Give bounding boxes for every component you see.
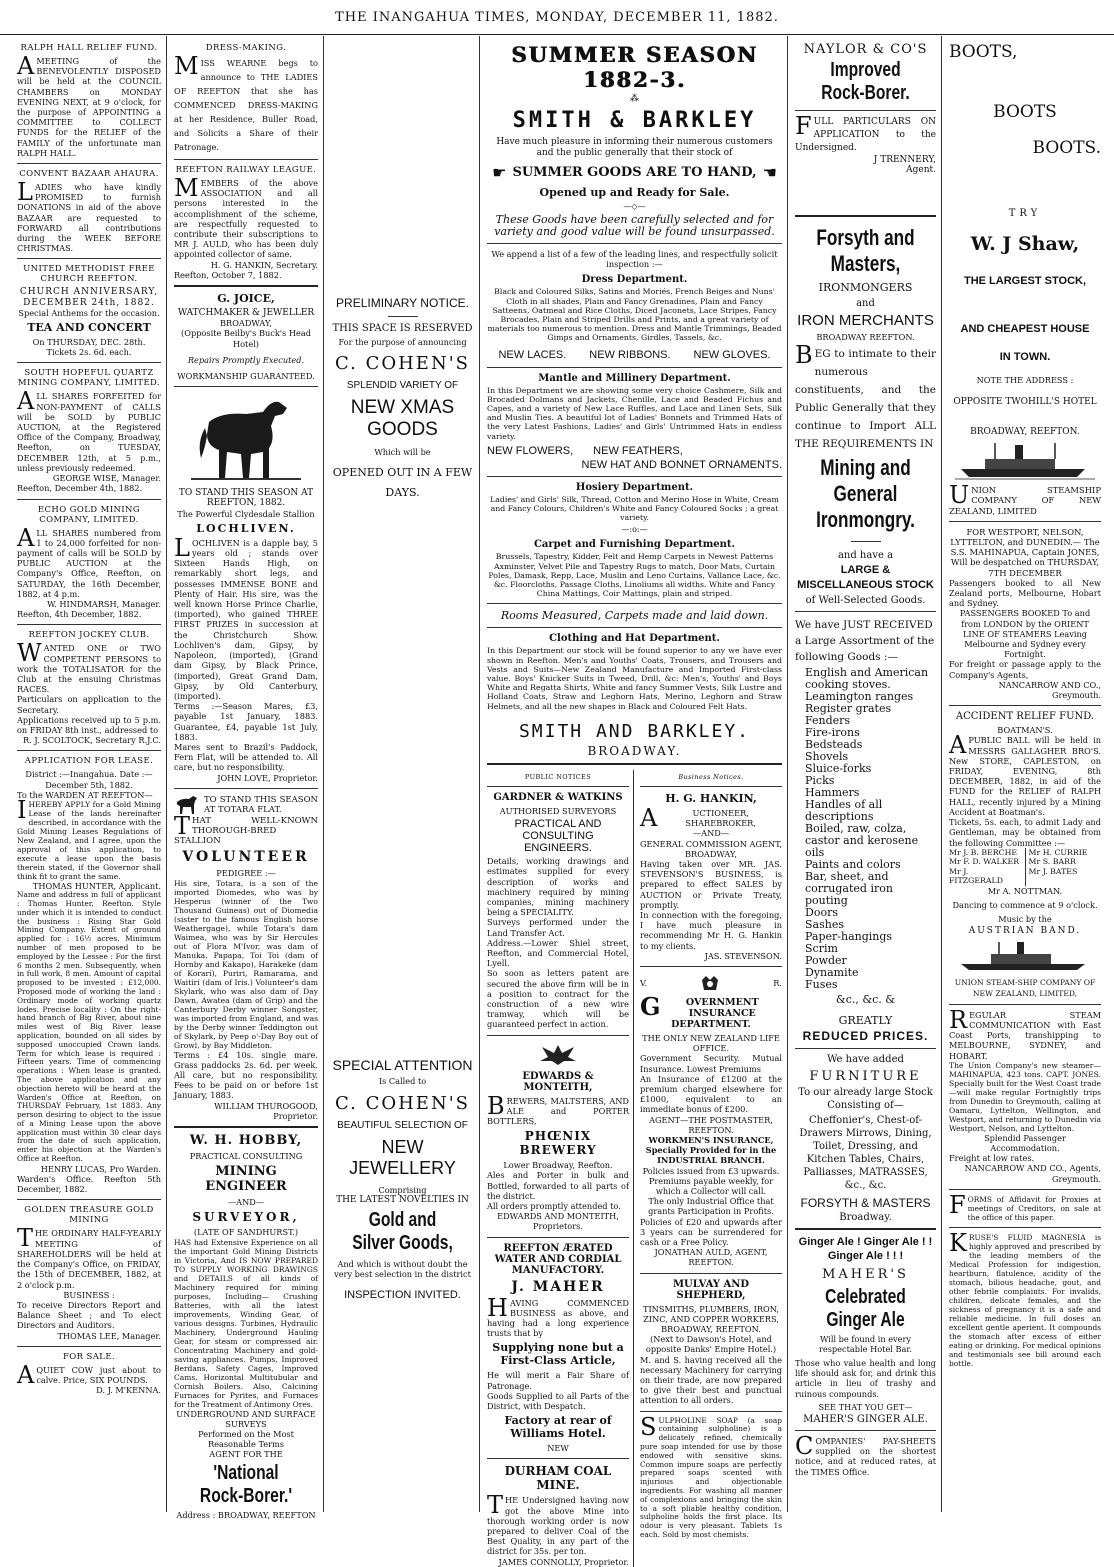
horse-icon (174, 794, 200, 816)
royal-crest-icon (698, 972, 722, 994)
goods-item: Scrim (805, 941, 838, 955)
union-2-heading: UNION STEAM-SHIP COMPANY OF NEW ZEALAND, LIMITED, (954, 978, 1096, 998)
goods-list (805, 667, 936, 991)
boots-2: BOOTS (993, 102, 1057, 122)
jockey-signature: R. J. SCOLTOCK, Secretary R.J.C. (22, 735, 161, 746)
inspection-invited: INSPECTION INVITED. (344, 1289, 461, 1302)
comprising: Comprising (378, 1184, 427, 1195)
boots-3: BOOTS. (1032, 138, 1101, 158)
masthead: THE INANGAHUA TIMES, MONDAY, DECEMBER 11, 1882. (0, 0, 1114, 35)
gardner-watkins-authorised: AUTHORISED SURVEYORS (499, 805, 617, 816)
which-will-be: Which will be (374, 447, 431, 458)
vr-v: V. (640, 977, 648, 988)
pointing-hand-icon: ☛ (492, 163, 507, 182)
column-1 (12, 36, 167, 1512)
goods-item: Register grates (805, 701, 892, 715)
forms-affidavit: FORMS of Affidavit for Proxies at meetings of Creditors, on sale at the office of this paper. (949, 1190, 1101, 1222)
new-feathers: NEW FEATHERS, (593, 444, 683, 457)
opened-out: OPENED OUT IN A FEW DAYS. (332, 466, 473, 500)
sale-signature: D. J. M'KENNA. (96, 1385, 161, 1396)
lochliven-body: LOCHLIVEN is a dapple bay, 5 years old ; stands over Sixteen Hands High, on remarkably short legs, and possesses IMMENSE BONE and Plenty of Hair. His sire, was the well known Horse Prince Charlie, (imported), who gained THREE FIRST PRIZES in succession at the Christchurch Show. Lochliven's dam, Gipsy, by Napoleon, (imported), (Grand dam Gipsy, by Black Prince, (imported), Great Grand Dam, Gipsy, by Old Canterbury, (imported). (174, 533, 318, 701)
lease-signature: HENRY LUCAS, Pro Warden. (40, 1163, 161, 1174)
volunteer-intro: THAT WELL-KNOWN THOROUGH-BRED STALLION (174, 811, 318, 847)
mulvay-broadway: BROADWAY, REEFTON. (661, 1324, 761, 1335)
joice-repairs: Repairs Promptly Executed. (187, 354, 305, 365)
splendid-variety: SPLENDID VARIETY OF (346, 380, 459, 392)
space-reserved: THIS SPACE IS RESERVED (332, 323, 473, 334)
opposite-twohills: OPPOSITE TWOHILL'S HOTEL (953, 397, 1097, 408)
lease-to: To the WARDEN AT REEFTON— (17, 789, 153, 800)
echo-notice: ALL SHARES numbered from 1 to 24,000 forfeited for non-payment of calls will be SOLD by PUBLIC AUCTION at the Company's Office, Reefton, on SATURDAY, the 16th December, 1882, at 4 p.m. (17, 523, 161, 599)
column-2 (169, 36, 324, 1520)
hopeful-signature: GEORGE WISE, Manager. (52, 473, 161, 484)
aerated-water-heading: REEFTON ÆRATED WATER AND CORDIAL MANUFACTORY. (494, 1242, 622, 1276)
maher-body: HAVING COMMENCED BUSINESS as above, and having had a long experience trusts that by (487, 1293, 629, 1339)
workmens-only: The only Industrial Office that grants Participation in Profits. (648, 1196, 774, 1217)
note-address: NOTE THE ADDRESS : (976, 375, 1074, 385)
church-anniversary: CHURCH ANNIVERSARY, DECEMBER 24th, 1882. (19, 287, 159, 308)
maher-supply: Supplying none but a First-Class Article, (492, 1341, 624, 1368)
furniture-stock: To our already large Stock Consisting of— (798, 1086, 933, 1111)
try-text: TRY (1008, 208, 1042, 219)
government-insurance-heading: GOVERNMENT INSURANCE DEPARTMENT. (640, 991, 759, 1030)
echo-signature: W. HINDMARSH, Manager. (47, 598, 161, 609)
boatmans: BOATMAN'S. (997, 725, 1053, 736)
tea-date: On THURSDAY, DEC. 28th. (32, 337, 146, 348)
gardner-watkins-practical: PRACTICAL AND CONSULTING ENGINEERS. (514, 818, 602, 855)
goods-item: Hammers (805, 785, 860, 799)
freight-rates: Freight at low rates. (949, 1153, 1035, 1164)
hobby-performed: Performed on the Most Reasonable Terms (198, 1428, 294, 1450)
smith-barkley-footer: SMITH AND BARKLEY. (518, 720, 751, 742)
mulvay-body: M. and S. having received all the necessary Machinery for carrying on their trade, are now prepared to give their best and punctual attention to all orders. (640, 1354, 782, 1406)
mahers-ginger-ale: MAHER'S GINGER ALE. (803, 1414, 928, 1426)
edwards-monteith-name: EDWARDS & MONTEITH, (522, 1070, 594, 1093)
rooms-measured: Rooms Measured, Carpets made and laid down. (500, 609, 769, 623)
summer-season-banner: SUMMER SEASON 1882-3. (511, 42, 758, 92)
lochliven-intro: The Powerful Clydesdale Stallion (177, 508, 315, 519)
gardner-watkins-surveys: Surveys performed under the Land Transfer Act. (487, 917, 629, 938)
ginger-found: Will be found in every respectable Hotel Bar. (818, 1333, 913, 1354)
summer-goods-line: SUMMER GOODS ARE TO HAND, (512, 165, 757, 180)
sale-notice: AQUIET COW just about to calve. Price, SIX POUNDS. (17, 1360, 161, 1389)
maher-factory: Factory at rear of Williams Hotel. (504, 1414, 612, 1441)
new-steamer: The Union Company's new steamer— MAHINAPUA, 423 tons. CAPT. JONES. Specially built for the West Coast trade—will make regular Fortnightly trips from Dunedin to Greymouth, calling at Oamaru, Lyttelton, Wellington, and Westport, and returning to Dunedin via Westport, Nelson, and Lyttelton. (949, 1060, 1101, 1133)
forsyth-masters-broadway: Broadway. (839, 1211, 892, 1223)
cohen-name-2: C. COHEN'S (335, 1092, 470, 1114)
broadway-footer: BROADWAY. (587, 743, 682, 758)
carpet-department: Carpet and Furnishing Department. (533, 539, 736, 551)
smith-barkley-heading: SMITH & BARKLEY (512, 108, 757, 133)
hankin-name: H. G. HANKIN, (665, 791, 757, 805)
goods-item: Powder (805, 953, 847, 967)
committee-nottman: Mr A. NOTTMAN. (987, 885, 1063, 896)
mulvay-name: MULVAY AND SHEPHERD, (672, 1278, 750, 1301)
hobby-late: (LATE OF SANDHURST.) (193, 1227, 299, 1238)
joice-name: G. JOICE, (217, 292, 275, 306)
bazaar-heading: CONVENT BAZAAR AHAURA. (19, 169, 159, 180)
lochliven-terms: Terms :—Season Mares, £3, payable 1st January, 1883. Guarantee, £4, payable 1st July, 1883. (174, 701, 318, 742)
committee-right: Mr H. CURRIE Mr S. BARR Mr J. BATES (1028, 847, 1088, 876)
without-doubt: And which is without doubt the very best selection in the district (334, 1259, 471, 1280)
cohen-name: C. COHEN'S (335, 353, 470, 375)
mulvay-trade: TINSMITHS, PLUMBERS, IRON, ZINC, AND COPPER WORKERS, (642, 1303, 780, 1324)
durham-signature: JAMES CONNOLLY, Proprietor. (498, 1556, 629, 1567)
public-notices-label: PUBLIC NOTICES (524, 772, 592, 781)
hosiery-department-body: Ladies' and Girls' Silk, Thread, Cotton and Merino Hose in White, Cream and Fancy Colours, Children's White and Fancy Coloured Socks ; a great variety. (490, 494, 779, 523)
vr-r: R. (773, 977, 782, 988)
maher-merit: He will merit a Fair Share of Patronage. (487, 1370, 629, 1391)
and-have-a: and have a (837, 549, 894, 561)
ralph-hall-notice: AMEETING of the BENEVOLENTLY DISPOSED will be held at the COUNCIL CHAMBERS on MONDAY EVENING NEXT, at 9 o'clock, for the purpose of APPOINTING a COMMITTEE to COLLECT FUNDS for the RELIEF of the FAMILY of the unfortunate man RALPH HALL. (17, 52, 161, 158)
called-to: Is Called to (378, 1076, 427, 1087)
union-passengers: Passengers booked to all New Zealand ports, Melbourne, Hobart and Sydney. (949, 577, 1101, 609)
ralph-hall-heading: RALPH HALL RELIEF FUND. (20, 43, 158, 53)
nancarrow-agents: NANCARROW AND CO., Agents, Greymouth. (964, 1163, 1101, 1184)
furniture: FURNITURE (809, 1068, 922, 1084)
w-j-shaw: W. J Shaw, (970, 233, 1080, 255)
lease-date: Warden's Office. Reefton 5th December, 1882. (17, 1174, 161, 1195)
gardner-watkins-name: GARDNER & WATKINS (493, 791, 623, 803)
column-4: SUMMER SEASON 1882-3. ⁂ SMITH & BARKLEY Have much pleasure in informing their numerous customers and the public generally that their stock of ☛ SUMMER GOODS ARE TO HAND, ☚ Opened up and Ready for Sale. —◇— These Goods have been carefully selected and for variety and good value will be found unsurpassed. We append a list of a few of the leading lines, and respectfully solicit inspection :— Dress Department. Black and Coloured Silks, Satins and Moriés, French Beiges and Nuns' Cloth in all shades, Plain and Fancy Grenadines, Plain and Fancy Satteens, Oatmeal and Rice Cloths, Diced Jaconets, Lace Stripes, Fancy Brocades, Plain and Striped Drills and Prints, and a great variety of materials too numerous to mention. Dress and Mantle Trimmings, Beaded Gimps and Ornaments, Girdles, Tassels, &c. NEW LACES. NEW RIBBONS. NEW GLOVES. Mantle and Millinery Department. In this Department we are showing some very choice Cashmere, Silk and Brocaded Dolmans and Jackets, Chenille, Lace and Beaded Fichus and Capes, and a variety of New Lace Ruffles, and Lace and Linen Sets, Silk and Muslin Ties. A beautiful lot of Ladies' Bonnets and Trimmed Hats of the very Latest Fashions, Ladies' and Girls' Untrimmed Hats in endless variety. NEW FLOWERS, NEW FEATHERS, NEW HAT AND BONNET ORNAMENTS. Hosiery Department. Ladies' and Girls' Silk, Thread, Cotton and Merino Hose in White, Cream and Fancy Colours, Children's White and Fancy Coloured Socks ; a great variety. —:o:— Carpet and Furnishing Department. Brussels, Tapestry, Kidder, Felt and Hemp Carpets in Newest Patterns Axminster, Velvet Pile and Tapestry Rugs to match, Door Mats, Curtain Poles, Damask, Repp, Lace, Muslin and Leno Curtains, Vallance Lace, &c. &c. Floorcloths, Passage Cloths, Linoliums all widths. White and Fancy China Mattings, Coir Mattings, plain and striped. Rooms Measured, Carpets made and laid down. Clothing and Hat Department. In this Department our stock will be found superior to any we have ever shown in Reefton. Men's and Youths' Coats, Trousers, and Trousers and Vests and Suits—New Zealand Manufacture and Imported First-class value. Boys' Knicker Suits in Tweed, Drill, &c: Men's, Youths' and Boys White and Regatta Shirts, White and fancy Summer Vests, Silk Lustre and Holland Coats, Straw and Leghorn Hats, Merino, Leghorn and Straw Helmets, and all the new shapes in Black and Coloured Felt Hats. SMITH AND BARKLEY. BROADWAY. PUBLIC NOTICES GARDNER & WATKINS AUTHORISED SURVEYORS PRACTICAL AND CONSULTING ENGINEERS. Details, working drawings and estimates supplied for every description of works and machinery required by mining companies, mining machinery being a SPECIALITY. Surveys performed under the Land Transfer Act. Address.—Lower Shiel street, Reefton, and Commercial Hotel, Lyell. So soon as letters patent are secured the above firm will be in a position to contract for the construction of a new wire tramway, which will be guaranteed perfect in action. EDWARDS & MONTEITH, BREWERS, MALTSTERS, AND ALE and PORTER BOTTLERS, PHŒNIX BREWERY Lower Broadway, Reefton. Ales and Porter in bulk and Bottled, forwarded to all parts of the district. All orders promptly attended to. EDWARDS AND MONTEITH, Proprietors. REEFTON ÆRATED WATER AND CORDIAL MANUFACTORY. J. MAHER HAVING COMMENCED BUSINESS as above, and having had a long experience trusts that by Supplying none but a First-Class Article, He will merit a Fair Share of Patronage. Goods Supplied to all Parts of the District, with Despatch. Factory at rear of Williams Hotel. NEW DURHAM COAL MINE. THE Undersigned having now got the above Mine into thorough working order is now prepared to deliver Coal of the Best Quality, in any part of the district for 35s. per ton. JAMES CONNOLLY, Proprietor. Business Notices. H. G. HANKIN, AUCTIONEER, SHAREBROKER, —AND— GENERAL COMMISSION AGENT, BROADWAY, Having taken over MR. JAS. STEVENSON'S BUSINESS, is prepared to effect SALES by AUCTION or Private Treaty, promptly. In connection with the foregoing, I have much pleasure in recommending Mr H. G. Hankin to my clients. JAS. STEVENSON. V. R. GOVERNMENT INSURANCE DEPARTMENT. THE ONLY NEW ZEALAND LIFE OFFICE. Government Security. Mutual Insurance. Lowest Premiums An Insurance of £1200 at the premium charged elsewhere for £1000, equivalent to an immediate bonus of £200. AGENT—THE POSTMASTER, REEFTON. WORKMEN'S INSURANCE, Specially Provided for in the INDUSTRIAL BRANCH. Policies issued from £3 upwards. Premiums payable weekly, for which a Collector will call. The only Industrial Office that grants Participation in Profits. Policies of £20 and upwards after 3 years can be surrendered for cash or a Free Policy. JONATHAN AULD, AGENT, REEFTON. MULVAY AND SHEPHERD, TINSMITHS, PLUMBERS, IRON, ZINC, AND COPPER WORKERS, BROADWAY, REEFTON. (Next to Dawson's Hotel, and opposite Danks' Empire Hotel.) M. and S. having received all the necessary Machinery for carrying on their trade, are now prepared to give their best and punctual attention to all orders. SULPHOLINE SOAP (a soap containing sulpholine) is a delicately refined, chemically pure soap intended for use by those endowed with sensitive skins. Common impure soaps are perfectly prepared soaps scented with injurious and objectionable ingredients. For washing all manner of complexions and bringing the skin to a soft pliable healthy condition, sulpholine holds the first place. Its odour is very pleasant. Tablets 1s each. Sold by most chemists. (482, 36, 788, 1512)
joice-opposite: (Opposite Beilby's Buck's Head Hotel) (181, 328, 311, 349)
railway-notice: MEMBERS of the above ASSOCIATION and all persons interested in the accomplishment of the scheme, are respectfully requested to contribute their subscriptions to MR J. AULD, who has been duly appointed collector of same. (174, 174, 318, 260)
hankin-connection: In connection with the foregoing, I have much pleasure in recommending Mr H. G. Hankin to my clients. (640, 909, 782, 951)
kruses-magnesia: KRUSE'S FLUID MAGNESIA is highly approved and prescribed by the leading members of the Medical Profession for indigestion, heartburn, flatulence, acidity of the stomach, bilious headache, gout, and other febrile complaints. For invalids, children, delicate females, and the sickness of pregnancy it is a safe and reliable medicine. In full doses an excellent gentle aperient. It compounds the stomach after excess of either eating or drinking. For medical opinions and testimonials see bill around each bottle. (949, 1228, 1101, 1368)
goods-item: English and American cooking stoves. (805, 665, 929, 691)
lochliven-name: LOCHLIVEN. (196, 521, 296, 535)
regular-steam: REGULAR STEAM COMMUNICATION with East Coast Ports, transhipping to MELBOURNE, SYDNEY, and HOBART. (949, 1005, 1101, 1061)
government-security: Government Security. Mutual Insurance. Lowest Premiums (640, 1053, 782, 1074)
naylor-heading: NAYLOR & CO'S (803, 42, 928, 57)
golden-business: BUSINESS : (63, 1289, 115, 1300)
music-by: Music by the (998, 914, 1052, 925)
golden-heading: GOLDEN TREASURE GOLD MINING (24, 1205, 154, 1226)
union-heading: UNION STEAMSHIP COMPANY OF NEW ZEALAND, LIMITED (949, 481, 1101, 516)
goods-item: Dynamite (805, 965, 859, 979)
hobby-address: Address : BROADWAY, REEFTON (176, 1509, 316, 1520)
splendid-accommodation: Splendid Passenger Accommodation. (984, 1132, 1066, 1153)
jockey-notice: WANTED ONE or TWO COMPETENT PERSONS to work the TOTALISATOR for the Club at the ensuing Christmas RACES. (17, 639, 161, 695)
golden-items: To receive Directors Report and Balance Sheet ; and To elect Directors and Auditors. (17, 1299, 161, 1331)
union-nancarrow: NANCARROW AND CO., Greymouth. (998, 679, 1101, 701)
workmens-policies: Policies of £20 and upwards after 3 years can be surrendered for cash or a Free Policy. (640, 1216, 782, 1247)
hopeful-date: Reefton, December 4th, 1882. (17, 483, 143, 494)
ginger-those: Those who value health and long life should ask for, and drink this article in lieu of trashy and ruinous compounds. (795, 1358, 936, 1399)
lochliven-paddock: Mares sent to Brazil's Paddock, Fern Flat, will be attended to. All care, but no responsibility. (174, 741, 318, 773)
large-stock: LARGE & MISCELLANEOUS STOCK (797, 563, 934, 591)
ginger-ale-heading: Ginger Ale ! Ginger Ale ! ! Ginger Ale ! ! ! (798, 1235, 933, 1262)
ironmongers: IRONMONGERS (818, 281, 913, 295)
greatly: GREATLY (838, 1013, 893, 1027)
lease-district: District :—Inangahua. Date :—December 5th, 1882. (25, 769, 153, 790)
hankin-signature: JAS. STEVENSON. (704, 950, 782, 961)
government-body: An Insurance of £1200 at the premium charged elsewhere for £1000, equivalent to an immediate bonus of £200. (640, 1073, 782, 1115)
forsyth-masters-name: Forsyth and Masters, (816, 225, 915, 277)
volunteer-body: His sire, Totara, is a son of the imported Diomedes, who was by Hesperus (winner of the Two Thousand Guineas) out of Diomedia (sister to the famous English horse Weathergage), while Totara's dam Waimea, who was by Sir Hercules out of Flora M'Ivor, was dam of Manuka, Papapa, Toi Toi (dam of Hornby and Kakapo), Harakeke (dam of Korari), Puriri, Ramarama, and Waitiri (dam of Iris.) Volunteer's dam Skylark, who was also dam of Day Dawn, Awatea (dam of Grip) and the Canterbury Derby winner Songster, was imported from England, and was by the Derby winner Teddington out of Skylark, by Peep o'-Day Boy out of Growl, by Bay Middleton. (174, 878, 318, 1050)
new-jewellery: NEW JEWELLERY (349, 1136, 456, 1178)
echo-heading: ECHO GOLD MINING COMPANY, LIMITED. (37, 504, 141, 525)
hobby-body: HAS had Extensive Experience on all the important Gold Mining Districts in Victoria, And IS NOW PREPARED TO SUPPLY WORKING DRAWINGS and DETAILS of all kinds of Machinery required for mining purposes, Including— Crushing Batteries, with all the latest improvements, Winding Gear, of various designs. Turbines, Hydraulic Machinery, Underground Hauling Gear, for steam or compressed air. Concentrating Machinery and gold-saving appliances. Pumps, Improved Berdans, Safety Cages, Improved Cams, Horizontal Multitubular and Cornish Boilers. Also, Calcining Furnaces for Pyrites, and Furnaces for the Treatment of Antimony Ores. (174, 1237, 318, 1409)
volunteer-pedigree-label: PEDIGREE :— (216, 868, 276, 879)
hankin-and: —AND— (692, 828, 730, 839)
jockey-heading: REEFTON JOCKEY CLUB. (28, 630, 150, 641)
lease-body: IHEREBY APPLY for a Gold Mining Lease of the lands hereinafter described, in accordance with the Gold Mining Leases Regulations of New Zealand, and I agree, upon the approval of this application, to execute a lease upon the basis therein stated, if the Governor shall think fit to grant the same. (17, 795, 161, 881)
tea-concert: TEA AND CONCERT (27, 321, 151, 335)
committee-left: Mr J. B. BERCHE Mr F. D. WALKER Mr J. FITZGERALD (949, 848, 1026, 886)
clothing-department-body: In this Department our stock will be found superior to any we have ever shown in Reefton. Men's and Youths' Coats, Trousers, and Trousers and Vests and Suits—New Zealand Manufacture and Imported First-class value. Boys' Knicker Suits in Tweed, Drill, &c: Men's, Youths' and Boys White and Regatta Shirts, White and fancy Summer Vests, Silk Lustre and Holland Coats, Straw and Leghorn Hats, Merino, Leghorn and Straw Helmets, and all the new shapes in Black and Coloured Felt Hats. (487, 646, 782, 711)
lease-applicant: THOMAS HUNTER, Applicant. (32, 880, 161, 891)
and-text: and (856, 298, 875, 310)
gardner-watkins-body: Details, working drawings and estimates supplied for every description of works and machinery required by mining companies, mining machinery being a SPECIALITY. (487, 856, 629, 918)
jockey-particulars: Particulars on application to the Secretary. (17, 694, 161, 715)
naylor-agent: Agent. (906, 165, 936, 176)
hobby-name: W. H. HOBBY, (189, 1132, 303, 1148)
announce-purpose: For the purpose of announcing (338, 337, 467, 347)
lease-details: Name and address in full of applicant : Thomas Hunter, Reefton. Style under which it is intended to conduct the business : Rising Star Gold Mining Company. Extent of ground applied for : 16½ acres. Minimum number of men proposed to be employed by the Lessee : For the first 6 months 2 men. Subsequently, when in full work, 8 men. Amount of capital proposed to be invested : £12,000. Proposed mode of working the land : Ordinary mode of working quartz lodes. Precise locality : On the right-hand branch of Big River, about nine miles west of Big River lease application, bounded on all sides by supposed unoccupied Crown lands. Term for which lease is required : Fifteen years. Time of commencing operations : When lease is granted. The above application and any objection hereto will be heard at the Warden's Office at Reefton, on THURSDAY February, 1st 1883. Any person desiring to object to the issue of a Mining Lease upon the above application must within 30 clear days from the date of such application, enter his objection at the Warden's Office at Reefton. (17, 890, 161, 1164)
ball-notice: APUBLIC BALL will be held in MESSRS GALLAGHER BRO'S. New STORE, CAPLESTON, on FRIDAY, EVENING, 8th DECEMBER, 1882, in aid of the FUND for the RELIEF of RALPH HALL, recently injured by a Mining Accident at Boatman's. (949, 731, 1101, 817)
hankin-broadway: BROADWAY, (685, 848, 737, 859)
hosiery-department: Hosiery Department. (575, 481, 694, 493)
well-selected: of Well-Selected Goods. (805, 594, 926, 606)
hobby-rock-borer: 'National Rock-Borer.' (199, 1461, 293, 1507)
goods-item: Paints and colors (805, 857, 901, 871)
bazaar-notice: LADIES who have kindly PROMISED to furnish DONATIONS in aid of the above BAZAAR are requested to FORWARD all contributions during the WEEK BEFORE CHRISTMAS. (17, 178, 161, 254)
golden-signature: THOMAS LEE, Manager. (57, 1330, 161, 1341)
xmas-goods: NEW XMAS GOODS (350, 397, 455, 441)
sulpholine-body: SULPHOLINE SOAP (a soap containing sulpholine) is a delicately refined, chemically pure soap intended for use by those endowed with sensitive skins. Common impure soaps are perfectly prepared soaps scented with injurious and objectionable ingredients. For washing all manner of complexions and bringing the skin to a soft pliable healthy condition, sulpholine holds the first place. Its odour is very pleasant. Tablets 1s each. Sold by most chemists. (640, 1412, 782, 1539)
etc-text: &c., &c. & (835, 992, 896, 1006)
forsyth-broadway: BROADWAY REEFTON. (816, 332, 915, 343)
celebrated-ginger-ale: Celebrated Ginger Ale (825, 1285, 906, 1331)
see-that: SEE THAT YOU GET— (818, 1401, 913, 1412)
lochliven-stand: TO STAND THIS SEASON AT REEFTON, 1882. (178, 488, 314, 509)
lochliven-signature: JOHN LOVE, Proprietor. (217, 772, 318, 783)
pleasure-text: Have much pleasure in informing their numerous customers and the public generally that their stock of (496, 137, 773, 158)
dress-notice: MISS WEARNE begs to announce to THE LADIES OF REEFTON that she has COMMENCED DRESS-MAKING at her Residence, Buller Road, and Solicits a Share of their Patronage. (174, 52, 318, 152)
mulvay-next: (Next to Dawson's Hotel, and opposite Danks' Empire Hotel.) (645, 1334, 777, 1355)
ball-tickets: Tickets, 5s. each, to admit Lady and Gentleman, may be obtained from the following Committee :— (949, 817, 1101, 848)
maher-name: J. MAHER (511, 1278, 605, 1295)
government-only: THE ONLY NEW ZEALAND LIFE OFFICE. (642, 1032, 780, 1054)
goods-item: Fire-irons (805, 725, 860, 739)
workmens-body: Policies issued from £3 upwards. Premiums payable weekly, for which a Collector will call. (642, 1165, 780, 1196)
mahers: MAHER'S (822, 1266, 909, 1282)
hobby-mining-engineer: MINING ENGINEER (205, 1164, 287, 1195)
broadway-reefton: BROADWAY, REEFTON. (970, 427, 1080, 438)
largest-stock: THE LARGEST STOCK, (963, 275, 1087, 287)
new-flowers: NEW FLOWERS, (487, 444, 574, 457)
new-ribbons: NEW RIBBONS. (589, 348, 671, 361)
edwards-monteith-ales: Ales and Porter in bulk and Bottled, forwarded to all parts of the district. (487, 1170, 629, 1201)
clothing-department: Clothing and Hat Department. (549, 633, 720, 645)
pointing-hand-icon-left: ☚ (762, 163, 777, 182)
companies-pay-sheets: COMPANIES' PAY-SHEETS supplied on the shortest notice, and at reduced rates, at the TIMES Office. (795, 1432, 936, 1477)
goods-item: Handles of all descriptions (805, 797, 883, 823)
workmens-signature: JONATHAN AULD, AGENT, REEFTON. (654, 1247, 768, 1268)
goods-item: Leamington ranges (805, 689, 914, 703)
reduced-prices: REDUCED PRICES. (802, 1028, 929, 1043)
sale-heading: FOR SALE. (62, 1351, 116, 1362)
union-body: FOR WESTPORT, NELSON, LYTTELTON, and DUNEDIN.— The S.S. MAHINAPUA, Captain JONES, Will be despatched on THURSDAY, 7TH DECEMBER (950, 526, 1100, 578)
edwards-monteith-orders: All orders promptly attended to. (487, 1200, 621, 1211)
mantle-department: Mantle and Millinery Department. (538, 372, 731, 384)
edwards-monteith-brewers: BREWERS, MALTSTERS, AND ALE and PORTER BOTTLERS, (487, 1091, 629, 1126)
volunteer-stand: TO STAND THIS SEASON AT TOTARA FLAT. (204, 794, 318, 815)
golden-notice: THE ORDINARY HALF-YEARLY MEETING of SHAREHOLDERS will be held at the Company's Office, on FRIDAY, the 15th of DECEMBER, 1882, at 2 o'clock p.m. (17, 1224, 161, 1290)
railway-signature: H. G. HANKIN, Secretary. (210, 259, 318, 270)
maher-goods: Goods Supplied to all Parts of the District, with Despatch. (487, 1390, 629, 1411)
column-6 (944, 36, 1106, 1512)
gardner-watkins-letters: So soon as letters patent are secured the above firm will be in a position to contract for the construction of a new wire tramway, which will be guaranteed perfect in action. (487, 968, 629, 1030)
draught-horse-illustration (191, 392, 301, 484)
cheapest-house: AND CHEAPEST HOUSE (960, 323, 1090, 335)
workmens-heading: WORKMEN'S INSURANCE, Specially Provided for in the INDUSTRIAL BRANCH. (645, 1134, 777, 1166)
hankin-general: GENERAL COMMISSION AGENT, (640, 838, 782, 849)
beautiful-selection: BEAUTIFUL SELECTION OF (337, 1119, 468, 1131)
anthems-text: Special Anthems for the occasion. (18, 307, 160, 318)
union-booked: PASSENGERS BOOKED To and from LONDON by the ORIENT LINE OF STEAMERS Leaving Melbourne and Sydney every Fortnight. (959, 608, 1091, 660)
railway-date: Reefton, October 7, 1882. (174, 269, 282, 280)
goods-item: Paper-hangings (805, 929, 893, 943)
tea-tickets: Tickets 2s. 6d. each. (46, 347, 132, 358)
goods-item: Fenders (805, 713, 851, 727)
gardner-watkins-address: Address.—Lower Shiel street, Reefton, and Commercial Hotel, Lyell. (487, 937, 629, 969)
lease-heading: APPLICATION FOR LEASE. (24, 756, 154, 767)
goods-item: Boiled, raw, colza, castor and kerosene oils (805, 821, 919, 859)
methodist-heading: UNITED METHODIST FREE CHURCH REEFTON. (23, 264, 155, 285)
dress-heading: DRESS-MAKING. (205, 43, 287, 53)
goods-item: Sluice-forks (805, 761, 872, 775)
opened-ready: Opened up and Ready for Sale. (539, 186, 730, 199)
hobby-subtitle: PRACTICAL CONSULTING (189, 1150, 303, 1161)
we-have-added: We have added (827, 1053, 904, 1065)
railway-heading: REEFTON RAILWAY LEAGUE. (175, 165, 317, 175)
dress-department-body: Black and Coloured Silks, Satins and Moriés, French Beiges and Nuns' Cloth in all shades, Plain and Fancy Grenadines, Plain and Fancy Satteens, Oatmeal and Rice Cloths, Diced Jaconets, Lace Stripes, Fancy Brocades, Plain and Striped Drills and Prints, and a great variety of materials too numerous to mention. Dress and Mantle Trimmings, Beaded Gimps and Ornaments, Girdles, Tassels, &c. (487, 287, 782, 343)
naylor-body: FULL PARTICULARS ON APPLICATION to the Undersigned. (795, 112, 936, 153)
hankin-auctioneer: AUCTIONEER, SHAREBROKER, (640, 803, 756, 832)
volunteer-signature: WILLIAM THUROGOOD, Proprietor. (214, 1100, 318, 1121)
carefully-selected: These Goods have been carefully selected and for variety and good value will be found unsurpassed. (494, 213, 775, 238)
goods-item: Fuses (805, 977, 838, 991)
in-town: IN TOWN. (999, 351, 1051, 363)
steamship-illustration-2 (955, 940, 1095, 974)
edwards-monteith-signature: EDWARDS AND MONTEITH, Proprietors. (497, 1211, 619, 1232)
joice-address: BROADWAY, (220, 318, 272, 329)
volunteer-name: VOLUNTEER (182, 849, 310, 866)
jockey-applications: Applications received up to 5 p.m. on FRIDAY 8th inst., addressed to (17, 714, 161, 735)
hobby-agent: AGENT FOR THE (209, 1449, 283, 1460)
goods-item: Bar, sheet, and corrugated iron (805, 869, 893, 895)
durham-body: THE Undersigned having now got the above Mine into thorough working order is now prepared to deliver Coal of the Best Quality, in any part of the district for 35s. per ton. (487, 1491, 629, 1557)
government-agent: AGENT—THE POSTMASTER, REEFTON. (649, 1114, 773, 1135)
union-freight: For freight or passage apply to the Company's Agents, (949, 659, 1101, 680)
echo-date: Reefton, 4th December, 1882. (17, 609, 142, 620)
edwards-monteith-lower: Lower Broadway, Reefton. (503, 1160, 613, 1171)
carpet-department-body: Brussels, Tapestry, Kidder, Felt and Hemp Carpets in Newest Patterns Axminster, Velvet Pile and Tapestry Rugs to match, Door Mats, Curtain Poles, Damask, Repp, Lace, Muslin and Leno Curtains, Vallance Lace, &c. &c. Floorcloths, Passage Cloths, Linoliums all widths. White and Fancy China Mattings, Coir Mattings, plain and striped. (488, 552, 781, 599)
improved-rock-borer: Improved Rock-Borer. (821, 59, 910, 104)
mining-general-ironmongry: Mining and General Ironmongry. (816, 454, 915, 532)
goods-item: Doors (805, 905, 838, 919)
preliminary-notice: PRELIMINARY NOTICE. (336, 296, 469, 310)
joice-guarantee: WORKMANSHIP GUARANTEED. (177, 371, 315, 382)
hobby-surveyor: SURVEYOR, (192, 1210, 300, 1225)
goods-item: Shovels (805, 749, 849, 763)
boots-1: BOOTS, (949, 42, 1018, 62)
business-notices-label: Business Notices. (678, 772, 744, 781)
new-hat-bonnet: NEW HAT AND BONNET ORNAMENTS. (581, 458, 782, 471)
phoenix-brewery: PHŒNIX BREWERY (519, 1129, 597, 1158)
new-gloves: NEW GLOVES. (693, 348, 771, 361)
volunteer-terms: Terms : £4 10s. single mare. Grass paddocks 2s. 6d. per week. All care, but no responsibility. Fees to be paid on or before 1st January, 1883. (174, 1049, 318, 1101)
phoenix-bird-icon (538, 1041, 578, 1067)
hobby-surveys: UNDERGROUND AND SURFACE SURVEYS (176, 1408, 316, 1429)
goods-item: Picks (805, 773, 835, 787)
durham-heading: DURHAM COAL MINE. (504, 1464, 612, 1493)
mantle-department-body: In this Department we are showing some very choice Cashmere, Silk and Brocaded Dolmans and Jackets, Chenille, Lace and Beaded Fichus and Capes, and a variety of New Lace Ruffles, and Lace and Linen Sets, Silk and Muslin Ties. A beautiful lot of Ladies' Bonnets and Trimmed Hats of the very Latest Fashions, Ladies' and Girls' Untrimmed Hats in endless variety. (487, 385, 782, 441)
naylor-signature: J TRENNERY, (873, 155, 936, 165)
goods-item: Sashes (805, 917, 844, 931)
forsyth-masters-footer: FORSYTH & MASTERS (800, 1195, 931, 1210)
forsyth-beg: BEG to intimate to their numerous constituents, and the Public Generally that they continue to Import ALL THE REQUIREMENTS IN (795, 340, 936, 450)
maher-new: NEW (547, 1443, 569, 1454)
joice-trade: WATCHMAKER & JEWELLER (177, 308, 315, 319)
iron-merchants: IRON MERCHANTS (797, 312, 934, 330)
hopeful-notice: ALL SHARES FORFEITED for NON-PAYMENT of CALLS will be SOLD by PUBLIC AUCTION, at the Registered Office of the Company, Broadway, Reefton, on TUESDAY, DECEMBER 12th, at 5 p.m., unless previously redeemed. (17, 387, 161, 473)
dress-department: Dress Department. (581, 274, 688, 286)
hopeful-heading: SOUTH HOPEFUL QUARTZ MINING COMPANY, LIMITED. (17, 368, 161, 389)
special-attention: SPECIAL ATTENTION (332, 1057, 473, 1074)
gold-silver-goods: Gold and Silver Goods, (352, 1209, 453, 1255)
accident-heading: ACCIDENT RELIEF FUND. (955, 711, 1095, 723)
latest-novelties: THE LATEST NOVELTIES IN (336, 1194, 469, 1205)
append-list: We append a list of a few of the leading lines, and respectfully solicit inspection :— (491, 249, 778, 270)
column-3 (326, 36, 480, 1512)
hankin-body: Having taken over MR. JAS. STEVENSON'S BUSINESS, is prepared to effect SALES by AUCTION or Private Treaty, promptly. (640, 858, 782, 910)
dancing: Dancing to commence at 9 o'clock. (952, 899, 1098, 910)
just-received: We have JUST RECEIVED a Large Assortment of the following Goods :— (795, 618, 935, 663)
goods-item: Bedsteads (805, 737, 863, 751)
furniture-list: Cheffonier's, Chest-of-Drawers Mirrows, Dining, Toilet, Dressing, and Kitchen Tables, Chairs, Palliasses, MATRASSES, &c., &c. (799, 1114, 932, 1191)
austrian-band: AUSTRIAN BAND. (968, 926, 1082, 937)
hobby-and: —AND— (227, 1197, 265, 1208)
steamship-illustration (955, 441, 1095, 481)
goods-item: pouting (805, 893, 848, 907)
column-5 (790, 36, 942, 1512)
new-laces: NEW LACES. (498, 348, 567, 361)
